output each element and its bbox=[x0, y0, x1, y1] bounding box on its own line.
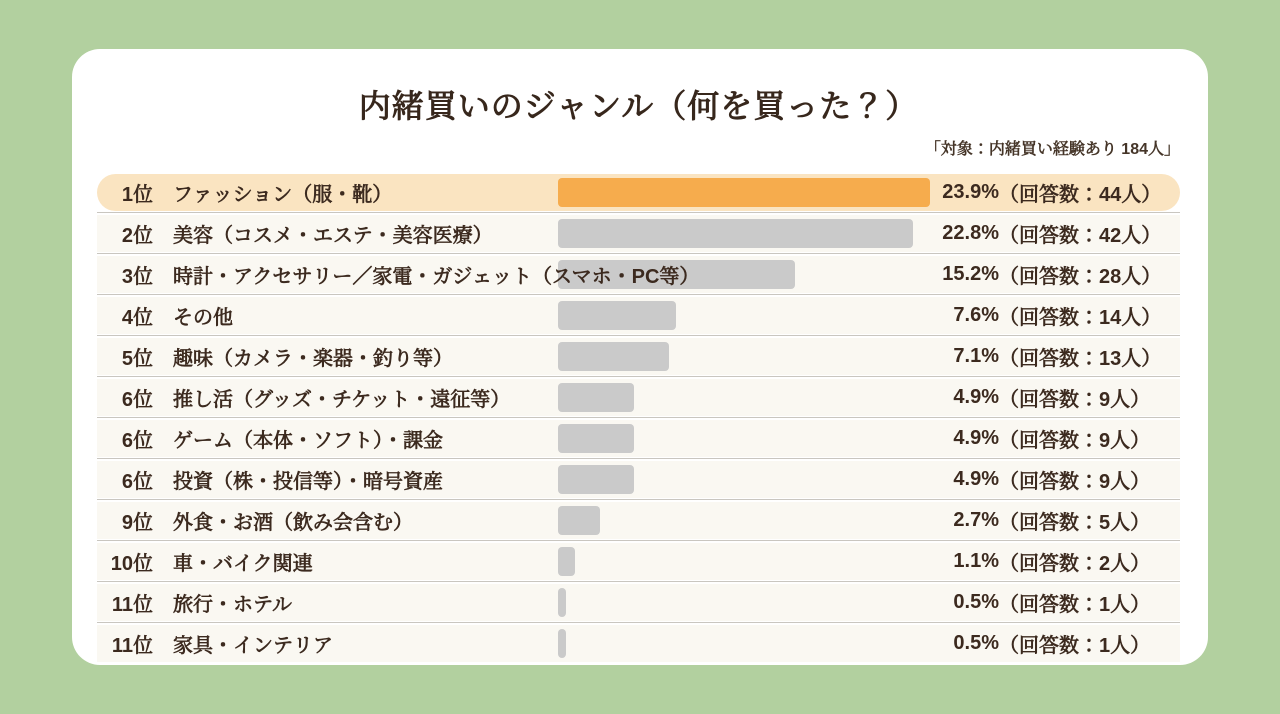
table-row bbox=[97, 584, 1180, 621]
bar bbox=[558, 588, 566, 617]
row-stats bbox=[933, 420, 1150, 457]
bar bbox=[558, 342, 669, 371]
category-label: 推し活（グッズ・チケット・遠征等） bbox=[173, 389, 511, 411]
bar bbox=[558, 301, 676, 330]
category-label: 家具・インテリア bbox=[173, 635, 333, 657]
table-row bbox=[97, 215, 1180, 252]
percent-value: 0.5% bbox=[953, 591, 999, 613]
highlight-bar bbox=[558, 178, 930, 207]
response-count: （回答数：44人） bbox=[999, 184, 1162, 206]
table-row bbox=[97, 543, 1180, 580]
category-label: その他 bbox=[173, 307, 233, 329]
percent-value: 7.1% bbox=[953, 345, 999, 367]
category-label: ゲーム（本体・ソフト）・課金 bbox=[173, 430, 443, 452]
table-row bbox=[97, 625, 1180, 662]
row-stats bbox=[933, 461, 1150, 498]
category-label: 車・バイク関連 bbox=[173, 553, 313, 575]
category-label: 旅行・ホテル bbox=[173, 594, 292, 616]
response-count: （回答数：2人） bbox=[999, 553, 1151, 575]
chart-card bbox=[72, 49, 1208, 665]
response-count: （回答数：1人） bbox=[999, 594, 1151, 616]
rank-label: 11位 bbox=[111, 594, 153, 616]
category-label: 外食・お酒（飲み会含む） bbox=[173, 512, 413, 534]
row-stats bbox=[933, 379, 1150, 416]
rank-label: 6位 bbox=[121, 471, 153, 493]
row-stats bbox=[933, 256, 1161, 293]
response-count: （回答数：42人） bbox=[999, 225, 1162, 247]
chart-title: 内緒買いのジャンル（何を買った？） bbox=[358, 88, 919, 124]
response-count: （回答数：28人） bbox=[999, 266, 1162, 288]
bar bbox=[558, 547, 575, 576]
table-row bbox=[97, 338, 1180, 375]
percent-value: 4.9% bbox=[953, 386, 999, 408]
bar bbox=[558, 424, 634, 453]
response-count: （回答数：13人） bbox=[999, 348, 1162, 370]
percent-value: 22.8% bbox=[942, 222, 999, 244]
table-row bbox=[97, 379, 1180, 416]
bar bbox=[558, 383, 634, 412]
category-label: 美容（コスメ・エステ・美容医療） bbox=[173, 225, 493, 247]
response-count: （回答数：9人） bbox=[999, 471, 1151, 493]
rank-label: 6位 bbox=[121, 430, 153, 452]
rank-label: 5位 bbox=[121, 348, 153, 370]
row-stats bbox=[933, 502, 1150, 539]
percent-value: 7.6% bbox=[953, 304, 999, 326]
response-count: （回答数：14人） bbox=[999, 307, 1162, 329]
response-count: （回答数：5人） bbox=[999, 512, 1151, 534]
rank-label: 3位 bbox=[121, 266, 153, 288]
rank-label: 9位 bbox=[121, 512, 153, 534]
rank-label: 2位 bbox=[121, 225, 153, 247]
category-label: 趣味（カメラ・楽器・釣り等） bbox=[173, 348, 453, 370]
row-stats bbox=[933, 297, 1161, 334]
rank-label: 11位 bbox=[111, 635, 153, 657]
percent-value: 1.1% bbox=[953, 550, 999, 572]
response-count: （回答数：1人） bbox=[999, 635, 1151, 657]
table-row bbox=[97, 256, 1180, 293]
row-stats bbox=[933, 625, 1150, 662]
table-row bbox=[97, 461, 1180, 498]
table-row bbox=[97, 420, 1180, 457]
row-stats bbox=[933, 338, 1161, 375]
rank-label: 6位 bbox=[121, 389, 153, 411]
response-count: （回答数：9人） bbox=[999, 389, 1151, 411]
row-stats bbox=[933, 584, 1150, 621]
bar bbox=[558, 506, 600, 535]
category-label: 投資（株・投信等）・暗号資産 bbox=[173, 471, 443, 493]
chart-subtitle: 「対象：内緒買い経験あり 184人」 bbox=[924, 141, 1180, 158]
bar bbox=[558, 629, 566, 658]
bar bbox=[558, 465, 634, 494]
response-count: （回答数：9人） bbox=[999, 430, 1151, 452]
table-row bbox=[97, 502, 1180, 539]
row-stats bbox=[933, 215, 1161, 252]
percent-value: 23.9% bbox=[942, 181, 999, 203]
rank-label: 10位 bbox=[110, 553, 153, 575]
bar bbox=[558, 219, 913, 248]
category-label: 時計・アクセサリー／家電・ガジェット（スマホ・PC等） bbox=[173, 266, 700, 288]
percent-value: 0.5% bbox=[953, 632, 999, 654]
percent-value: 4.9% bbox=[953, 468, 999, 490]
rank-label: 1位 bbox=[121, 184, 153, 206]
percent-value: 2.7% bbox=[953, 509, 999, 531]
percent-value: 15.2% bbox=[942, 263, 999, 285]
table-row bbox=[97, 174, 1180, 211]
row-stats bbox=[933, 543, 1150, 580]
category-label: ファッション（服・靴） bbox=[173, 184, 393, 206]
ranking-bar-chart bbox=[97, 174, 1180, 662]
rank-label: 4位 bbox=[121, 307, 153, 329]
percent-value: 4.9% bbox=[953, 427, 999, 449]
table-row bbox=[97, 297, 1180, 334]
row-stats bbox=[933, 174, 1161, 211]
